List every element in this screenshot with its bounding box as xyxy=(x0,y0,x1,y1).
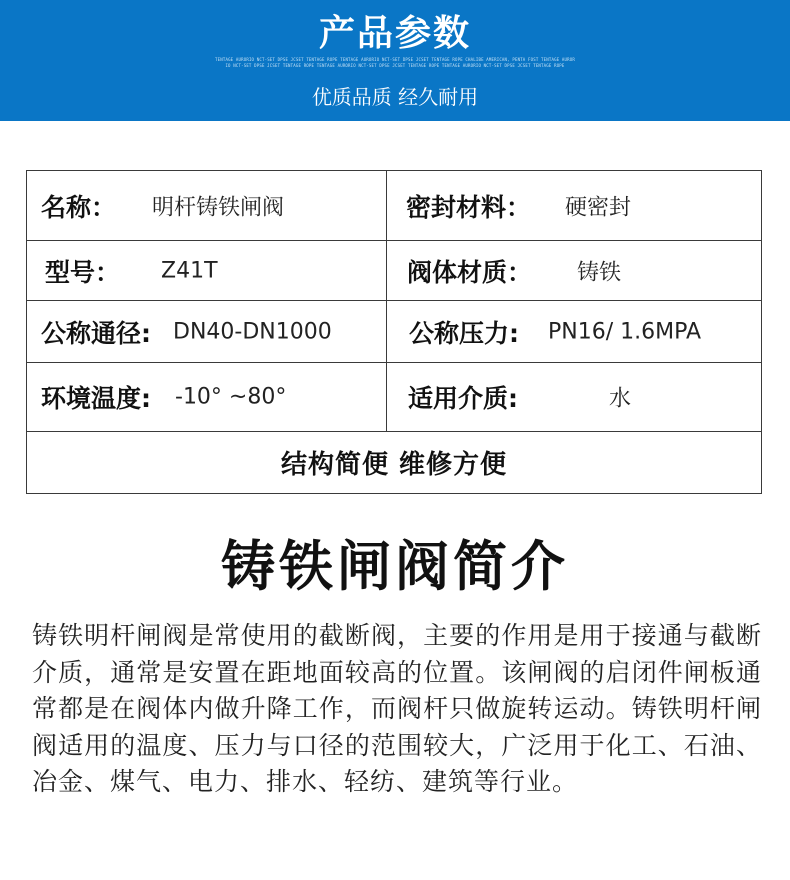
table-row xyxy=(27,171,762,241)
table-row xyxy=(27,241,762,301)
spec-value: 硬密封 xyxy=(565,195,632,220)
spec-label: 密封材料： xyxy=(406,192,532,222)
banner-fine-print: TENTAGE AURORIO NCT-SET DPSE JCSET TENTAGE ROPE TENTAGE AURORIO NCT-SET DPSE JCSET TENTAGE ROPE CHALIBE AMERICAN, PENTA FOST TENTAGE AURORIO NCT-SET DPSE JCSET TENTAGE ROPE TENTAGE AURORIO NCT-SET DPSE JCSET TENTAGE ROPE TENTAGE AURORIO NCT-SET DPSE JCSET TENTAGE ROPE xyxy=(215,57,575,68)
spec-value: -10° ~80° xyxy=(175,384,287,410)
header-banner xyxy=(0,0,790,121)
spec-cell-name xyxy=(27,171,387,241)
spec-cell-temperature xyxy=(27,363,387,432)
spec-table xyxy=(26,170,762,494)
spec-cell-model xyxy=(27,241,387,301)
spec-value: 水 xyxy=(609,386,632,412)
spec-cell-body-material xyxy=(387,241,762,301)
spec-value: 铸铁 xyxy=(577,260,622,285)
banner-subtitle: 优质品质 经久耐用 xyxy=(311,85,479,109)
spec-cell-medium xyxy=(387,363,762,432)
spec-label: 公称通径: xyxy=(41,318,151,348)
spec-footer: 结构简便 维修方便 xyxy=(27,432,762,494)
banner-title: 产品参数 xyxy=(318,13,471,54)
spec-cell-seal xyxy=(387,171,762,241)
spec-label: 型号： xyxy=(45,257,121,287)
spec-value: DN40-DN1000 xyxy=(173,319,332,344)
table-row xyxy=(27,432,762,494)
table-row xyxy=(27,301,762,363)
spec-cell-diameter xyxy=(27,301,387,363)
spec-label: 公称压力: xyxy=(409,318,519,348)
spec-value: PN16/ 1.6MPA xyxy=(548,319,702,344)
spec-label: 适用介质: xyxy=(408,384,518,413)
spec-value: 明杆铸铁闸阀 xyxy=(152,195,285,220)
intro-title: 铸铁闸阀简介 xyxy=(221,535,569,598)
table-row xyxy=(27,363,762,432)
intro-paragraph: 铸铁明杆闸阀是常使用的截断阀，主要的作用是用于接通与截断介质，通常是安置在距地面较高的位置。该闸阀的启闭件闸板通常都是在阀体内做升降工作，而阀杆只做旋转运动。铸铁明杆闸阀适用的温度、压力与口径的范围较大，广泛用于化工、石油、冶金、煤气、电力、排水、轻纺、建筑等行业。 xyxy=(32,621,762,796)
spec-label: 环境温度: xyxy=(41,384,151,413)
spec-label: 阀体材质： xyxy=(407,257,533,287)
spec-label: 名称： xyxy=(41,192,117,222)
spec-cell-pressure xyxy=(387,301,762,363)
spec-value: Z41T xyxy=(161,258,218,283)
